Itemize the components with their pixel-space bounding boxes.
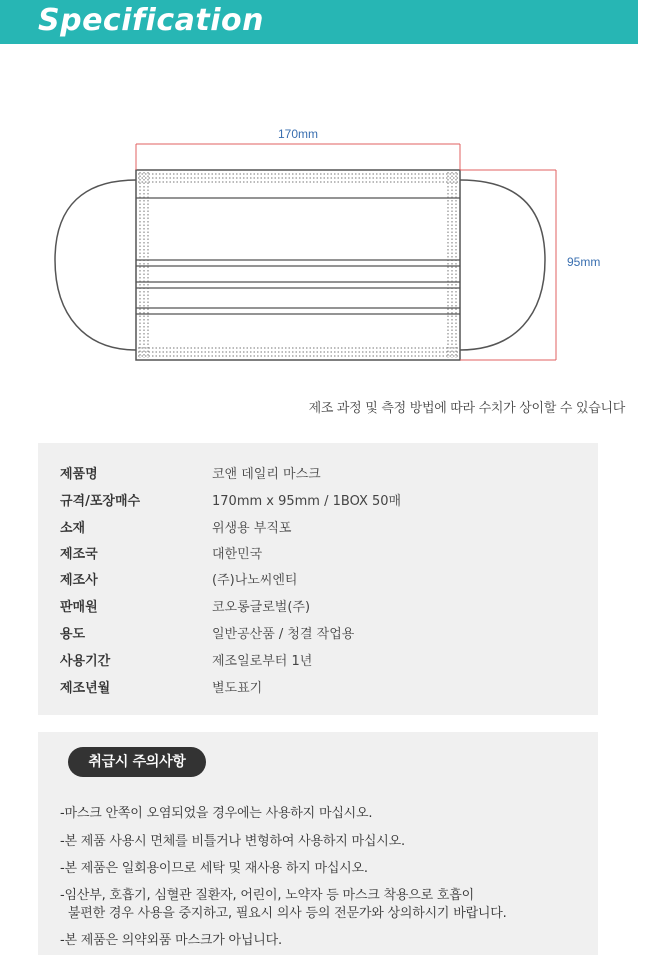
caution-item: 불편한 경우 사용을 중지하고, 필요시 의사 등의 전문가와 상의하시기 바랍니다.: [60, 906, 507, 921]
spec-value: 170mm x 95mm / 1BOX 50매: [212, 494, 402, 509]
caution-title: 취급시 주의사항: [68, 747, 206, 777]
caution-section: [38, 732, 598, 955]
spec-value: 일반공산품 / 청결 작업용: [212, 627, 355, 642]
width-label: 170mm: [277, 127, 319, 141]
spec-table: [38, 443, 598, 715]
spec-value: 별도표기: [212, 681, 263, 696]
spec-row: [60, 569, 590, 593]
spec-label: 소재: [60, 521, 86, 536]
spec-value: (주)나노씨엔티: [212, 573, 298, 588]
spec-label: 제조년월: [60, 681, 111, 696]
spec-row: [60, 463, 590, 487]
header-bar: [0, 0, 638, 44]
width-dimension: [136, 144, 460, 170]
spec-row: [60, 623, 590, 647]
spec-label: 규격/포장매수: [60, 494, 141, 509]
spec-value: 위생용 부직포: [212, 521, 292, 536]
measurement-note: 제조 과정 및 측정 방법에 따라 수치가 상이할 수 있습니다: [308, 401, 625, 416]
caution-item: -임산부, 호흡기, 심혈관 질환자, 어린이, 노약자 등 마스크 착용으로 호흡이: [60, 888, 474, 903]
caution-item: -본 제품은 일회용이므로 세탁 및 재사용 하지 마십시오.: [60, 861, 368, 876]
caution-item: -본 제품 사용시 면체를 비틀거나 변형하여 사용하지 마십시오.: [60, 834, 405, 849]
spec-row: [60, 596, 590, 620]
height-dimension: [460, 170, 556, 360]
spec-row: [60, 650, 590, 674]
left-ear-loop: [55, 180, 136, 350]
page-title: Specification: [38, 3, 264, 38]
spec-label: 용도: [60, 627, 86, 642]
caution-item: -마스크 안쪽이 오염되었을 경우에는 사용하지 마십시오.: [60, 806, 373, 821]
spec-row: [60, 517, 590, 541]
spec-label: 제품명: [60, 467, 98, 482]
spec-label: 판매원: [60, 600, 98, 615]
spec-label: 사용기간: [60, 654, 111, 669]
spec-value: 코앤 데일리 마스크: [212, 467, 321, 482]
spec-value: 제조일로부터 1년: [212, 654, 313, 669]
spec-value: 대한민국: [212, 547, 263, 562]
right-ear-loop: [460, 180, 545, 350]
height-label: 95mm: [567, 255, 601, 269]
spec-row: [60, 490, 590, 514]
spec-value: 코오롱글로벌(주): [212, 600, 311, 615]
spec-row: [60, 543, 590, 567]
spec-row: [60, 677, 590, 701]
mask-diagram: [0, 110, 650, 370]
spec-label: 제조사: [60, 573, 98, 588]
spec-label: 제조국: [60, 547, 98, 562]
caution-item: -본 제품은 의약외품 마스크가 아닙니다.: [60, 933, 282, 948]
